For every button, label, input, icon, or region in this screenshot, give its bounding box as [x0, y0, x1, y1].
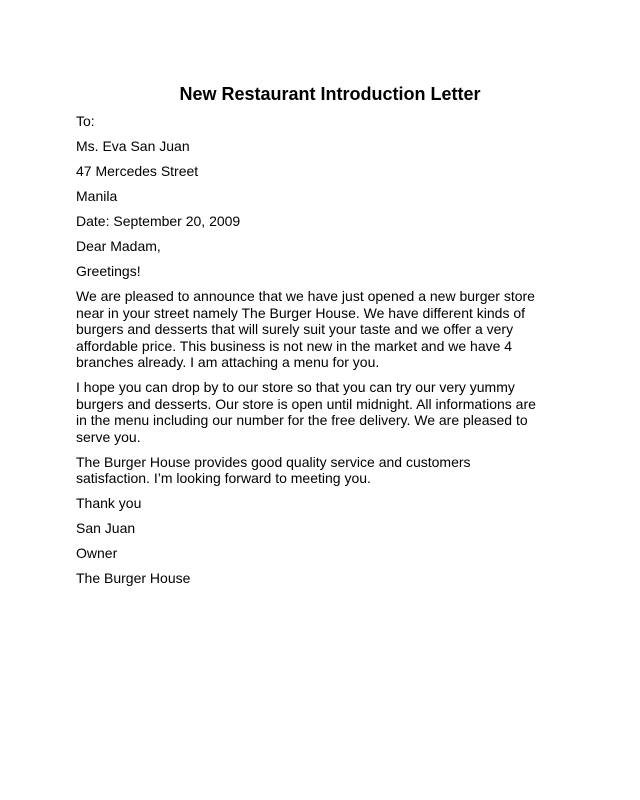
- closing: Thank you: [76, 495, 142, 511]
- paragraph-1: [76, 288, 576, 371]
- signer-title: Owner: [76, 545, 118, 561]
- paragraph-line: near in your street namely The Burger House. We have different kinds of: [76, 304, 526, 321]
- to-label: To:: [76, 113, 95, 129]
- paragraph-line: in the menu including our number for the free delivery. We are pleased to: [76, 412, 528, 428]
- paragraph-2: [76, 379, 576, 445]
- paragraph-line: I hope you can drop by to our store so that you can try our very yummy: [76, 379, 515, 395]
- paragraph-line: We are pleased to announce that we have just opened a new burger store: [76, 288, 535, 304]
- paragraph-line: burgers and desserts. Our store is open until midnight. All informations are: [76, 395, 536, 412]
- paragraph-3: [76, 454, 576, 487]
- signer-name: San Juan: [76, 520, 136, 536]
- recipient-name: Ms. Eva San Juan: [76, 138, 190, 154]
- letter-date: Date: September 20, 2009: [76, 213, 241, 229]
- paragraph-line: serve you.: [76, 428, 141, 445]
- paragraph-line: affordable price. This business is not new in the market and we have 4: [76, 337, 513, 354]
- salutation: Dear Madam,: [76, 238, 161, 254]
- greeting: Greetings!: [76, 263, 141, 279]
- letter-body: [76, 113, 576, 595]
- address-street: 47 Mercedes Street: [76, 163, 199, 179]
- page-title: New Restaurant Introduction Letter: [179, 84, 481, 104]
- address-city: Manila: [76, 188, 118, 204]
- paragraph-line: satisfaction. I’m looking forward to meeting you.: [76, 470, 371, 486]
- paragraph-line: branches already. I am attaching a menu for you.: [76, 354, 380, 370]
- signer-company: The Burger House: [76, 570, 191, 586]
- paragraph-line: burgers and desserts that will surely suit your taste and we offer a very: [76, 321, 514, 337]
- paragraph-line: The Burger House provides good quality service and customers: [76, 453, 471, 470]
